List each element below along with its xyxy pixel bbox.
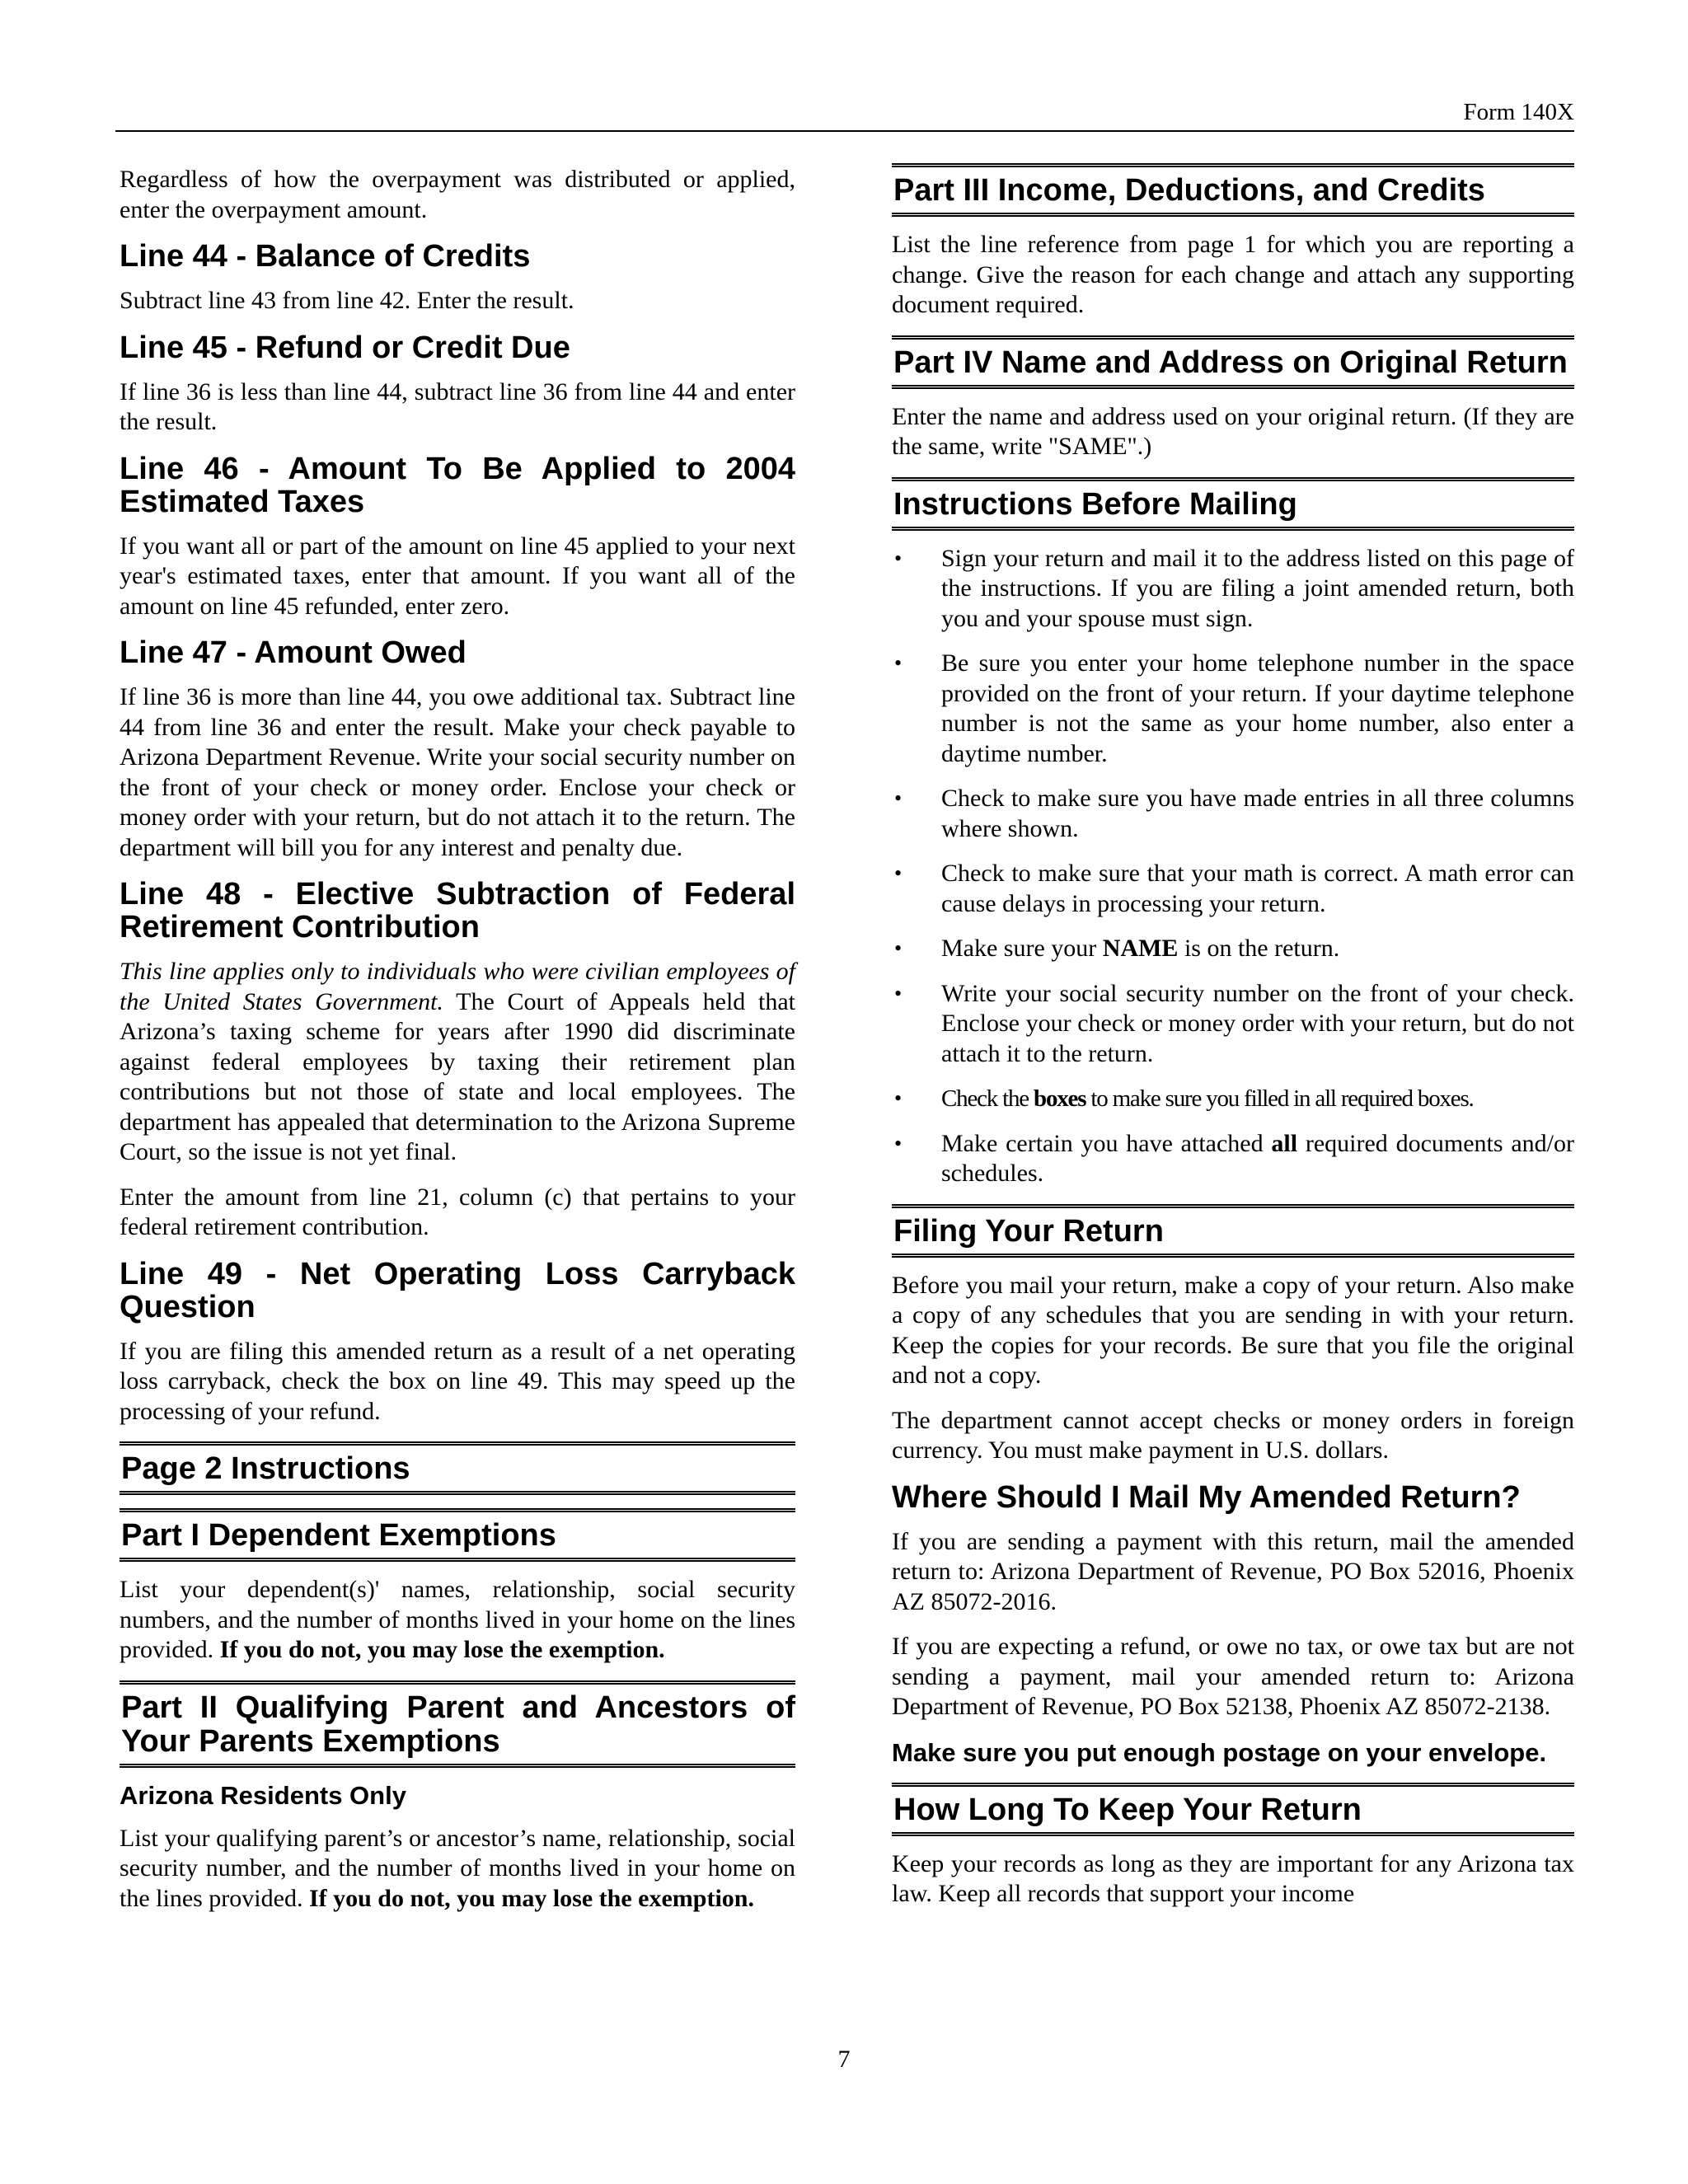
part1-text [120,1575,795,1666]
list-item-text: Make sure your [941,935,1103,962]
part2-body: List your qualifying parent’s or ancestor’s name, relationship, social security number, and the number of months lived in your home on the lines provided. [120,1824,795,1912]
form-label: Form 140X [1463,99,1574,125]
list-item-text: is on the return. [1178,935,1340,962]
bullet-icon: • [894,651,903,675]
part1-body: List your dependent(s)' names, relationship, social security numbers, and the number of months lived in your home on the lines provided. [120,1576,795,1663]
line48-italic-text: This line applies only to individuals who were civilian employees of the United States Government. [120,958,795,1015]
list-item-text: Sign your return and mail it to the address listed on this page of the instructions. If you are filing a joint amended return, both you and your spouse must sign. [941,544,1574,632]
list-item [892,544,1574,635]
left-column [120,165,795,1929]
part3-heading: Part III Income, Deductions, and Credits [892,163,1574,217]
filing-text-1: Before you mail your return, make a copy of your return. Also make a copy of any schedules that you are sending in with your return. Keep the copies for your records. Be sure that you file the original and not a copy. [892,1271,1574,1389]
filing-text-2: The department cannot accept checks or money orders in foreign currency. You must make payment in U.S. dollars. [892,1406,1574,1464]
part3-text: List the line reference from page 1 for which you are reporting a change. Give the reason for each change and attach any supporting document required. [892,231,1574,318]
line49-heading: Line 49 - Net Operating Loss Carryback Question [120,1256,795,1324]
list-item [892,1129,1574,1189]
bullet-icon: • [894,546,903,570]
list-item [892,784,1574,844]
arizona-residents-heading: Arizona Residents Only [120,1780,406,1810]
list-item-emphasis: boxes [1034,1085,1086,1112]
line46-text: If you want all or part of the amount on line 45 applied to your next year's estimated taxes, enter that amount. If you want all of the amount on line 45 refunded, enter zero. [120,532,795,620]
list-item [892,859,1574,919]
bullet-icon: • [894,936,903,960]
keep-return-heading: How Long To Keep Your Return [892,1783,1574,1836]
filing-return-heading: Filing Your Return [892,1204,1574,1258]
line45-text: If line 36 is less than line 44, subtract line 36 from line 44 and enter the result. [120,377,795,435]
keep-return-text: Keep your records as long as they are important for any Arizona tax law. Keep all records that support your income [892,1849,1574,1907]
list-item [892,1084,1574,1114]
list-item-text: Be sure you enter your home telephone number in the space provided on the front of your return. If your daytime telephone number is not the same as your home number, also enter a daytime number. [941,649,1574,767]
part2-text [120,1824,795,1915]
list-item [892,934,1574,964]
line48-rest-text: The Court of Appeals held that Arizona’s taxing scheme for years after 1990 did discriminate against federal employees by taxing their retirement plan contributions but not those of state and local employees. The department has appealed that determination to the Arizona Supreme Court, so the issue is not yet final. [120,987,796,1165]
list-item-text: Check the [941,1085,1034,1112]
line48-heading: Line 48 - Elective Subtraction of Federal Retirement Contribution [120,877,795,944]
part2-warning: If you do not, you may lose the exemption. [308,1884,754,1912]
list-item [892,979,1574,1070]
page-number: 7 [837,2046,851,2073]
bullet-icon: • [894,786,903,810]
list-item-text: to make sure you filled in all required boxes. [1085,1085,1474,1112]
line47-text: If line 36 is more than line 44, you owe additional tax. Subtract line 44 from line 36 and enter the result. Make your check payable to Arizona Department Revenue. Write your social security number on the front of your check or money order. Enclose your check or money order with your return, but do not attach it to the return. The department will bill you for any interest and penalty due. [120,683,795,861]
mailing-checklist [892,544,1574,1189]
list-item-text: Write your social security number on the front of your check. Enclose your check or money order with your return, but do not attach it to the return. [941,979,1574,1067]
list-item-emphasis: all [1271,1129,1298,1157]
bullet-icon: • [894,1086,901,1110]
list-item-text: required documents and/or schedules. [941,1129,1574,1187]
line44-heading: Line 44 - Balance of Credits [120,239,531,274]
bullet-icon: • [894,981,903,1005]
page2-instructions-heading: Page 2 Instructions [120,1441,795,1495]
line49-text: If you are filing this amended return as a result of a net operating loss carryback, check the box on line 49. This may speed up the processing of your refund. [120,1337,795,1425]
part1-warning: If you do not, you may lose the exemption. [219,1636,665,1663]
right-column [892,163,1574,1924]
line48-instruction: Enter the amount from line 21, column (c) that pertains to your federal retirement contribution. [120,1183,795,1240]
line47-heading: Line 47 - Amount Owed [120,635,467,670]
overpayment-text: Regardless of how the overpayment was distributed or applied, enter the overpayment amount. [120,166,795,223]
list-item-text: Make certain you have attached [941,1129,1272,1157]
before-mailing-heading: Instructions Before Mailing [892,477,1574,531]
header-rule [115,130,1574,132]
bullet-icon: • [894,861,903,885]
bullet-icon: • [894,1131,903,1155]
list-item-emphasis: NAME [1102,935,1179,962]
list-item-text: Check to make sure you have made entries in all three columns where shown. [941,785,1574,842]
line48-text [120,957,795,1168]
where-to-mail-text-1: If you are sending a payment with this return, mail the amended return to: Arizona Department of Revenue, PO Box 52016, Phoenix AZ 85072-2016. [892,1527,1574,1615]
list-item [892,649,1574,769]
part2-heading: Part II Qualifying Parent and Ancestors of Your Parents Exemptions [120,1680,795,1768]
line45-heading: Line 45 - Refund or Credit Due [120,330,570,365]
part4-heading: Part IV Name and Address on Original Return [892,335,1574,389]
where-to-mail-text-2: If you are expecting a refund, or owe no tax, or owe tax but are not sending a payment, mail your amended return to: Arizona Department of Revenue, PO Box 52138, Phoenix AZ 85072-2138. [892,1633,1574,1720]
line44-text: Subtract line 43 from line 42. Enter the result. [120,287,574,314]
part4-text: Enter the name and address used on your original return. (If they are the same, write "SAME".) [892,402,1574,460]
postage-notice: Make sure you put enough postage on your envelope. [892,1737,1547,1767]
line46-heading: Line 46 - Amount To Be Applied to 2004 Estimated Taxes [120,451,795,519]
where-to-mail-heading: Where Should I Mail My Amended Return? [892,1479,1521,1515]
list-item-text: Check to make sure that your math is correct. A math error can cause delays in processing your return. [941,860,1574,917]
part1-heading: Part I Dependent Exemptions [120,1508,795,1562]
